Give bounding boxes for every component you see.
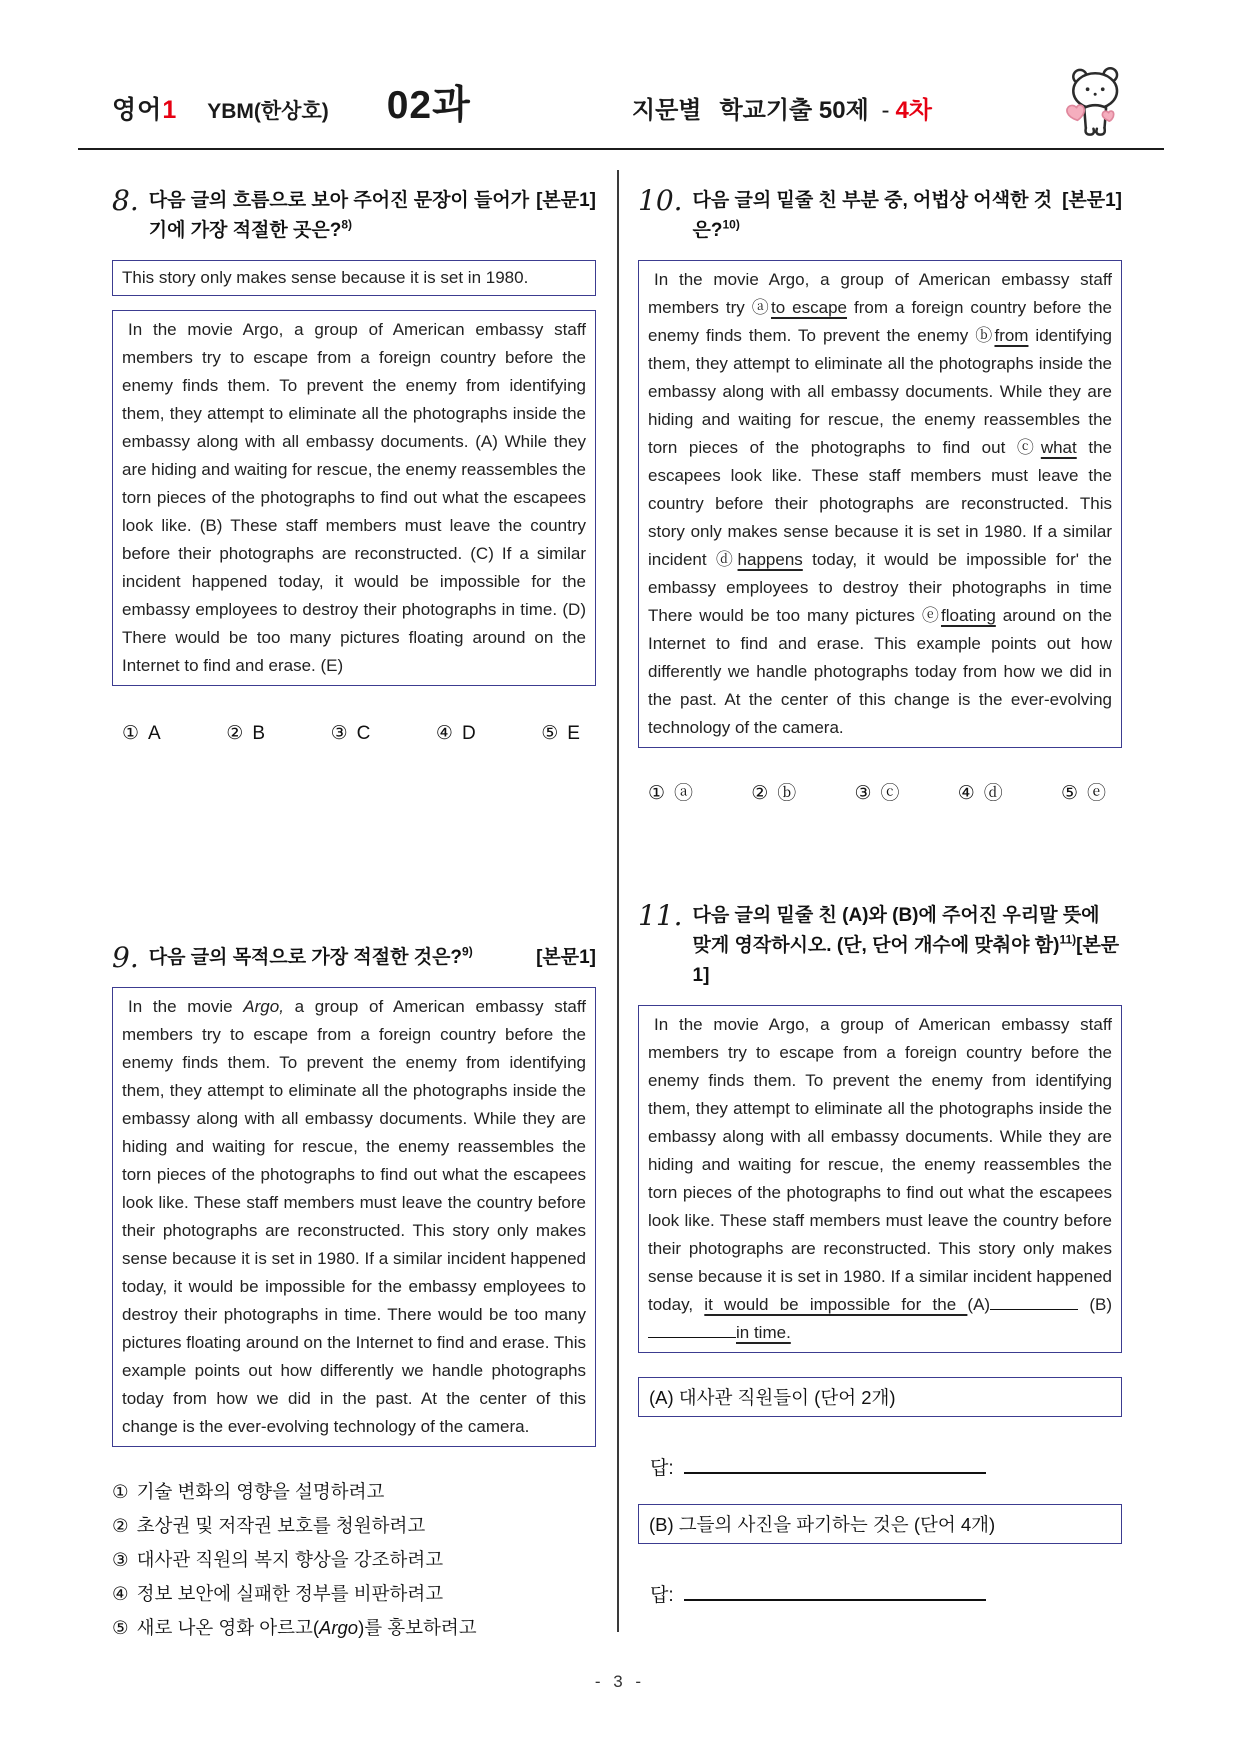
q8-choice-4: ④ D <box>435 723 476 744</box>
q10-title <box>693 186 1122 246</box>
header-left <box>112 74 1128 130</box>
q10-choice-1: ① ⓐ <box>648 783 694 804</box>
left-column <box>112 172 596 1645</box>
q11-prompt-b-box: (B) 그들의 사진을 파기하는 것은 (단어 4개) <box>638 1504 1122 1544</box>
question-8 <box>112 186 596 745</box>
q8-number: 8. <box>112 184 139 217</box>
q9-footnote-ref: 9) <box>462 944 473 959</box>
q9-number: 9. <box>112 941 139 974</box>
answer-label: 답: <box>650 1458 674 1479</box>
q11-title <box>693 901 1122 991</box>
question-10 <box>638 186 1122 805</box>
question-11 <box>638 901 1122 1607</box>
course-title <box>112 90 177 126</box>
q11-answer-b <box>650 1580 1122 1607</box>
page-number: - 3 - <box>594 1672 646 1691</box>
q10-title-text: 다음 글의 밑줄 친 부분 중, 어법상 어색한 것은? <box>692 190 1053 241</box>
q11-footnote-ref: 11) <box>1059 932 1077 947</box>
q9-choice-5: ⑤ 새로 나온 영화 아르고(Argo)를 홍보하려고 <box>112 1617 477 1638</box>
q10-choice-4: ④ ⓓ <box>957 783 1003 804</box>
q8-choice-3: ③ C <box>330 723 371 744</box>
header-divider-line <box>78 148 1164 150</box>
q10-header <box>638 186 1122 246</box>
answer-b-blank-line <box>684 1585 986 1601</box>
q10-passage-box: In the movie Argo, a group of American embassy staff members try ⓐto escape from a foreign country before the enemy finds them. To prevent the enemy ⓑfrom identifying them, they attempt to eliminate all the photographs inside the embassy along with all embassy documents. While they are hiding and waiting for rescue, the enemy reassembles the torn pieces of the photographs to find out ⓒwhat the escapees look like. These staff members must leave the country before their photographs are reconstructed. This story only makes sense because it is set in 1980. If a similar incident ⓓhappens today, it would be impossible for' the embassy employees to destroy their photographs in time There would be too many pictures ⓔfloating around on the Internet to find and erase. This example points out how differently we handle photographs today from how we did in the past. At the center of this change is the ever-evolving technology of the camera. <box>638 260 1122 748</box>
page-header <box>112 74 1128 140</box>
q11-source-tag: [본문1] <box>692 935 1120 986</box>
q9-header <box>112 943 596 973</box>
q8-choice-2: ② B <box>226 723 266 744</box>
bear-mascot-icon <box>1058 64 1134 138</box>
q9-source-tag: [본문1] <box>536 947 596 968</box>
q9-title-text: 다음 글의 목적으로 가장 적절한 것은? <box>148 947 463 968</box>
q11-title-text: 다음 글의 밑줄 친 (A)와 (B)에 주어진 우리말 뜻에 맞게 영작하시오. (단, 단어 개수에 맞춰야 함) <box>692 905 1100 956</box>
header-right <box>632 90 932 125</box>
right-column <box>638 172 1122 1607</box>
q8-choices <box>112 722 596 745</box>
q11-header <box>638 901 1122 991</box>
column-divider-line <box>617 170 619 1632</box>
exam-set-label: 학교기출 50제 <box>719 97 869 124</box>
q8-passage-box: In the movie Argo, a group of American embassy staff members try to escape from a foreign country before the enemy finds them. To prevent the enemy from identifying them, they attempt to eliminate all the photographs inside the embassy along with all embassy documents. (A) While they are hiding and waiting for rescue, the enemy reassembles the torn pieces of the photographs to find out what the escapees look like. (B) These staff members must leave the country before their photographs are reconstructed. (C) If a similar incident happened today, it would be impossible for the embassy employees to destroy their photographs in time. (D) There would be too many pictures floating around on the Internet to find and erase. (E) <box>112 310 596 686</box>
round-label: 4차 <box>895 97 932 124</box>
q9-passage-box: In the movie Argo, a group of American embassy staff members try to escape from a foreign country before the enemy finds them. To prevent the enemy from identifying them, they attempt to eliminate all the photographs inside the embassy along with all embassy documents. While they are hiding and waiting for rescue, the enemy reassembles the torn pieces of the photographs to find out what the escapees look like. These staff members must leave the country before their photographs are reconstructed. This story only makes sense because it is set in 1980. If a similar incident happened today, it would be impossible for the embassy employees to destroy their photographs in time. There would be too many pictures floating around on the Internet to find and erase. This example points out how differently we handle photographs today from how we did in the past. At the center of this change is the ever-evolving technology of the camera. <box>112 987 596 1447</box>
q8-choice-1: ① A <box>122 723 161 744</box>
q9-choices <box>112 1475 596 1645</box>
course-number: 1 <box>162 96 178 124</box>
q8-header <box>112 186 596 246</box>
q8-footnote-ref: 8) <box>341 217 353 232</box>
q10-source-tag: [본문1] <box>1062 190 1122 211</box>
q8-title <box>149 186 596 246</box>
q10-choice-3: ③ ⓒ <box>854 783 900 804</box>
q9-title <box>149 943 596 973</box>
series-label: 지문별 <box>631 97 702 124</box>
q11-prompt-a-box: (A) 대사관 직원들이 (단어 2개) <box>638 1377 1122 1417</box>
q8-given-sentence-box: This story only makes sense because it is set in 1980. <box>112 260 596 296</box>
q9-choice-1: ① 기술 변화의 영향을 설명하려고 <box>112 1481 385 1502</box>
q9-choice-2: ② 초상권 및 저작권 보호를 청원하려고 <box>112 1515 426 1536</box>
q10-choice-5: ⑤ ⓔ <box>1060 783 1106 804</box>
q9-choice-3: ③ 대사관 직원의 복지 향상을 강조하려고 <box>112 1549 444 1570</box>
q11-passage-box: In the movie Argo, a group of American embassy staff members try to escape from a foreign country before the enemy finds them. To prevent the enemy from identifying them, they attempt to eliminate all the photographs inside the embassy along with all embassy documents. While they are hiding and waiting for rescue, the enemy reassembles the torn pieces of the photographs to find out what the escapees look like. These staff members must leave the country before their photographs are reconstructed. This story only makes sense because it is set in 1980. If a similar incident happened today, it would be impossible for the (A) (B)in time. <box>638 1005 1122 1353</box>
q8-source-tag: [본문1] <box>536 190 596 211</box>
q8-title-text: 다음 글의 흐름으로 보아 주어진 문장이 들어가기에 가장 적절한 곳은? <box>148 190 530 241</box>
dash-separator: - <box>881 97 890 124</box>
page-footer <box>0 1672 1240 1692</box>
unit-label: 02과 <box>386 84 471 127</box>
question-9 <box>112 943 596 1645</box>
q10-footnote-ref: 10) <box>722 217 740 232</box>
q10-number: 10. <box>638 184 683 217</box>
publisher-label: YBM(한상호) <box>207 100 329 123</box>
q11-answer-a <box>650 1453 1122 1480</box>
q10-choices <box>638 778 1122 805</box>
answer-a-blank-line <box>684 1458 986 1474</box>
q8-choice-5: ⑤ E <box>541 723 580 744</box>
q11-number: 11. <box>638 899 683 932</box>
answer-label: 답: <box>650 1585 674 1606</box>
q9-choice-4: ④ 정보 보안에 실패한 정부를 비판하려고 <box>112 1583 444 1604</box>
q10-choice-2: ② ⓑ <box>751 783 797 804</box>
course-name: 영어 <box>112 96 163 124</box>
